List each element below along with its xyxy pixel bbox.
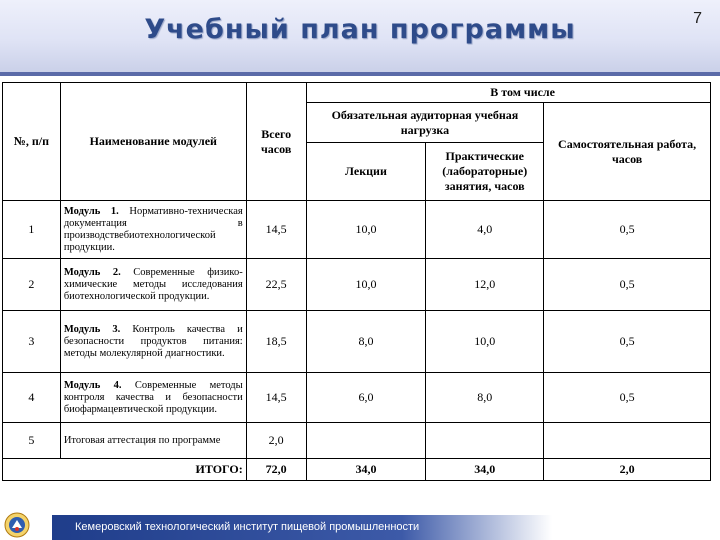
module-name: Модуль 3. Контроль качества и безопасности продуктов питания: методы молекулярной диагностики. (60, 311, 246, 373)
cell-independent: 0,5 (544, 259, 711, 311)
table-row (3, 423, 711, 459)
cell-total: 2,0 (246, 423, 306, 459)
page-number: 7 (693, 10, 702, 27)
header-practical: Практические (лабораторные) занятия, часов (426, 143, 544, 201)
cell-lectures: 10,0 (306, 201, 426, 259)
totals-practical: 34,0 (426, 459, 544, 481)
totals-independent: 2,0 (544, 459, 711, 481)
cell-independent: 0,5 (544, 201, 711, 259)
cell-independent: 0,5 (544, 373, 711, 423)
page-title: Учебный план программы (144, 14, 576, 45)
totals-spacer (3, 459, 61, 481)
cell-lectures: 10,0 (306, 259, 426, 311)
header-divider (0, 72, 720, 76)
cell-total: 22,5 (246, 259, 306, 311)
table-row (3, 201, 711, 259)
module-name: Модуль 2. Современные физико-химические методы исследования биотехнологической продукции. (60, 259, 246, 311)
cell-independent (544, 423, 711, 459)
row-num: 4 (3, 373, 61, 423)
header-independent: Самостоятельная работа, часов (544, 103, 711, 201)
cell-practical: 12,0 (426, 259, 544, 311)
cell-practical: 8,0 (426, 373, 544, 423)
cell-total: 14,5 (246, 201, 306, 259)
table-row (3, 259, 711, 311)
cell-lectures: 6,0 (306, 373, 426, 423)
curriculum-table (2, 82, 711, 481)
row-num: 3 (3, 311, 61, 373)
footer-text: Кемеровский технологический институт пищевой промышленности (75, 521, 420, 533)
cell-lectures: 8,0 (306, 311, 426, 373)
module-name: Модуль 4. Современные методы контроля качества и безопасности биофармацевтической продукции. (60, 373, 246, 423)
totals-total: 72,0 (246, 459, 306, 481)
row-num: 2 (3, 259, 61, 311)
cell-practical (426, 423, 544, 459)
row-num: 5 (3, 423, 61, 459)
institute-emblem-icon (4, 512, 30, 538)
header-total: Всего часов (246, 83, 306, 201)
totals-lectures: 34,0 (306, 459, 426, 481)
table-row (3, 311, 711, 373)
totals-row (3, 459, 711, 481)
table-row (3, 373, 711, 423)
cell-independent: 0,5 (544, 311, 711, 373)
header-name: Наименование модулей (60, 83, 246, 201)
row-num: 1 (3, 201, 61, 259)
cell-total: 14,5 (246, 373, 306, 423)
header-including: В том числе (306, 83, 710, 103)
totals-label: ИТОГО: (60, 459, 246, 481)
module-name: Модуль 1. Нормативно-техническая документация в производствебиотехнологической продукции. (60, 201, 246, 259)
cell-total: 18,5 (246, 311, 306, 373)
header-lectures: Лекции (306, 143, 426, 201)
cell-practical: 4,0 (426, 201, 544, 259)
cell-practical: 10,0 (426, 311, 544, 373)
header-mandatory: Обязательная аудиторная учебная нагрузка (306, 103, 544, 143)
cell-lectures (306, 423, 426, 459)
header-num: №, п/п (3, 83, 61, 201)
module-name: Итоговая аттестация по программе (60, 423, 246, 459)
